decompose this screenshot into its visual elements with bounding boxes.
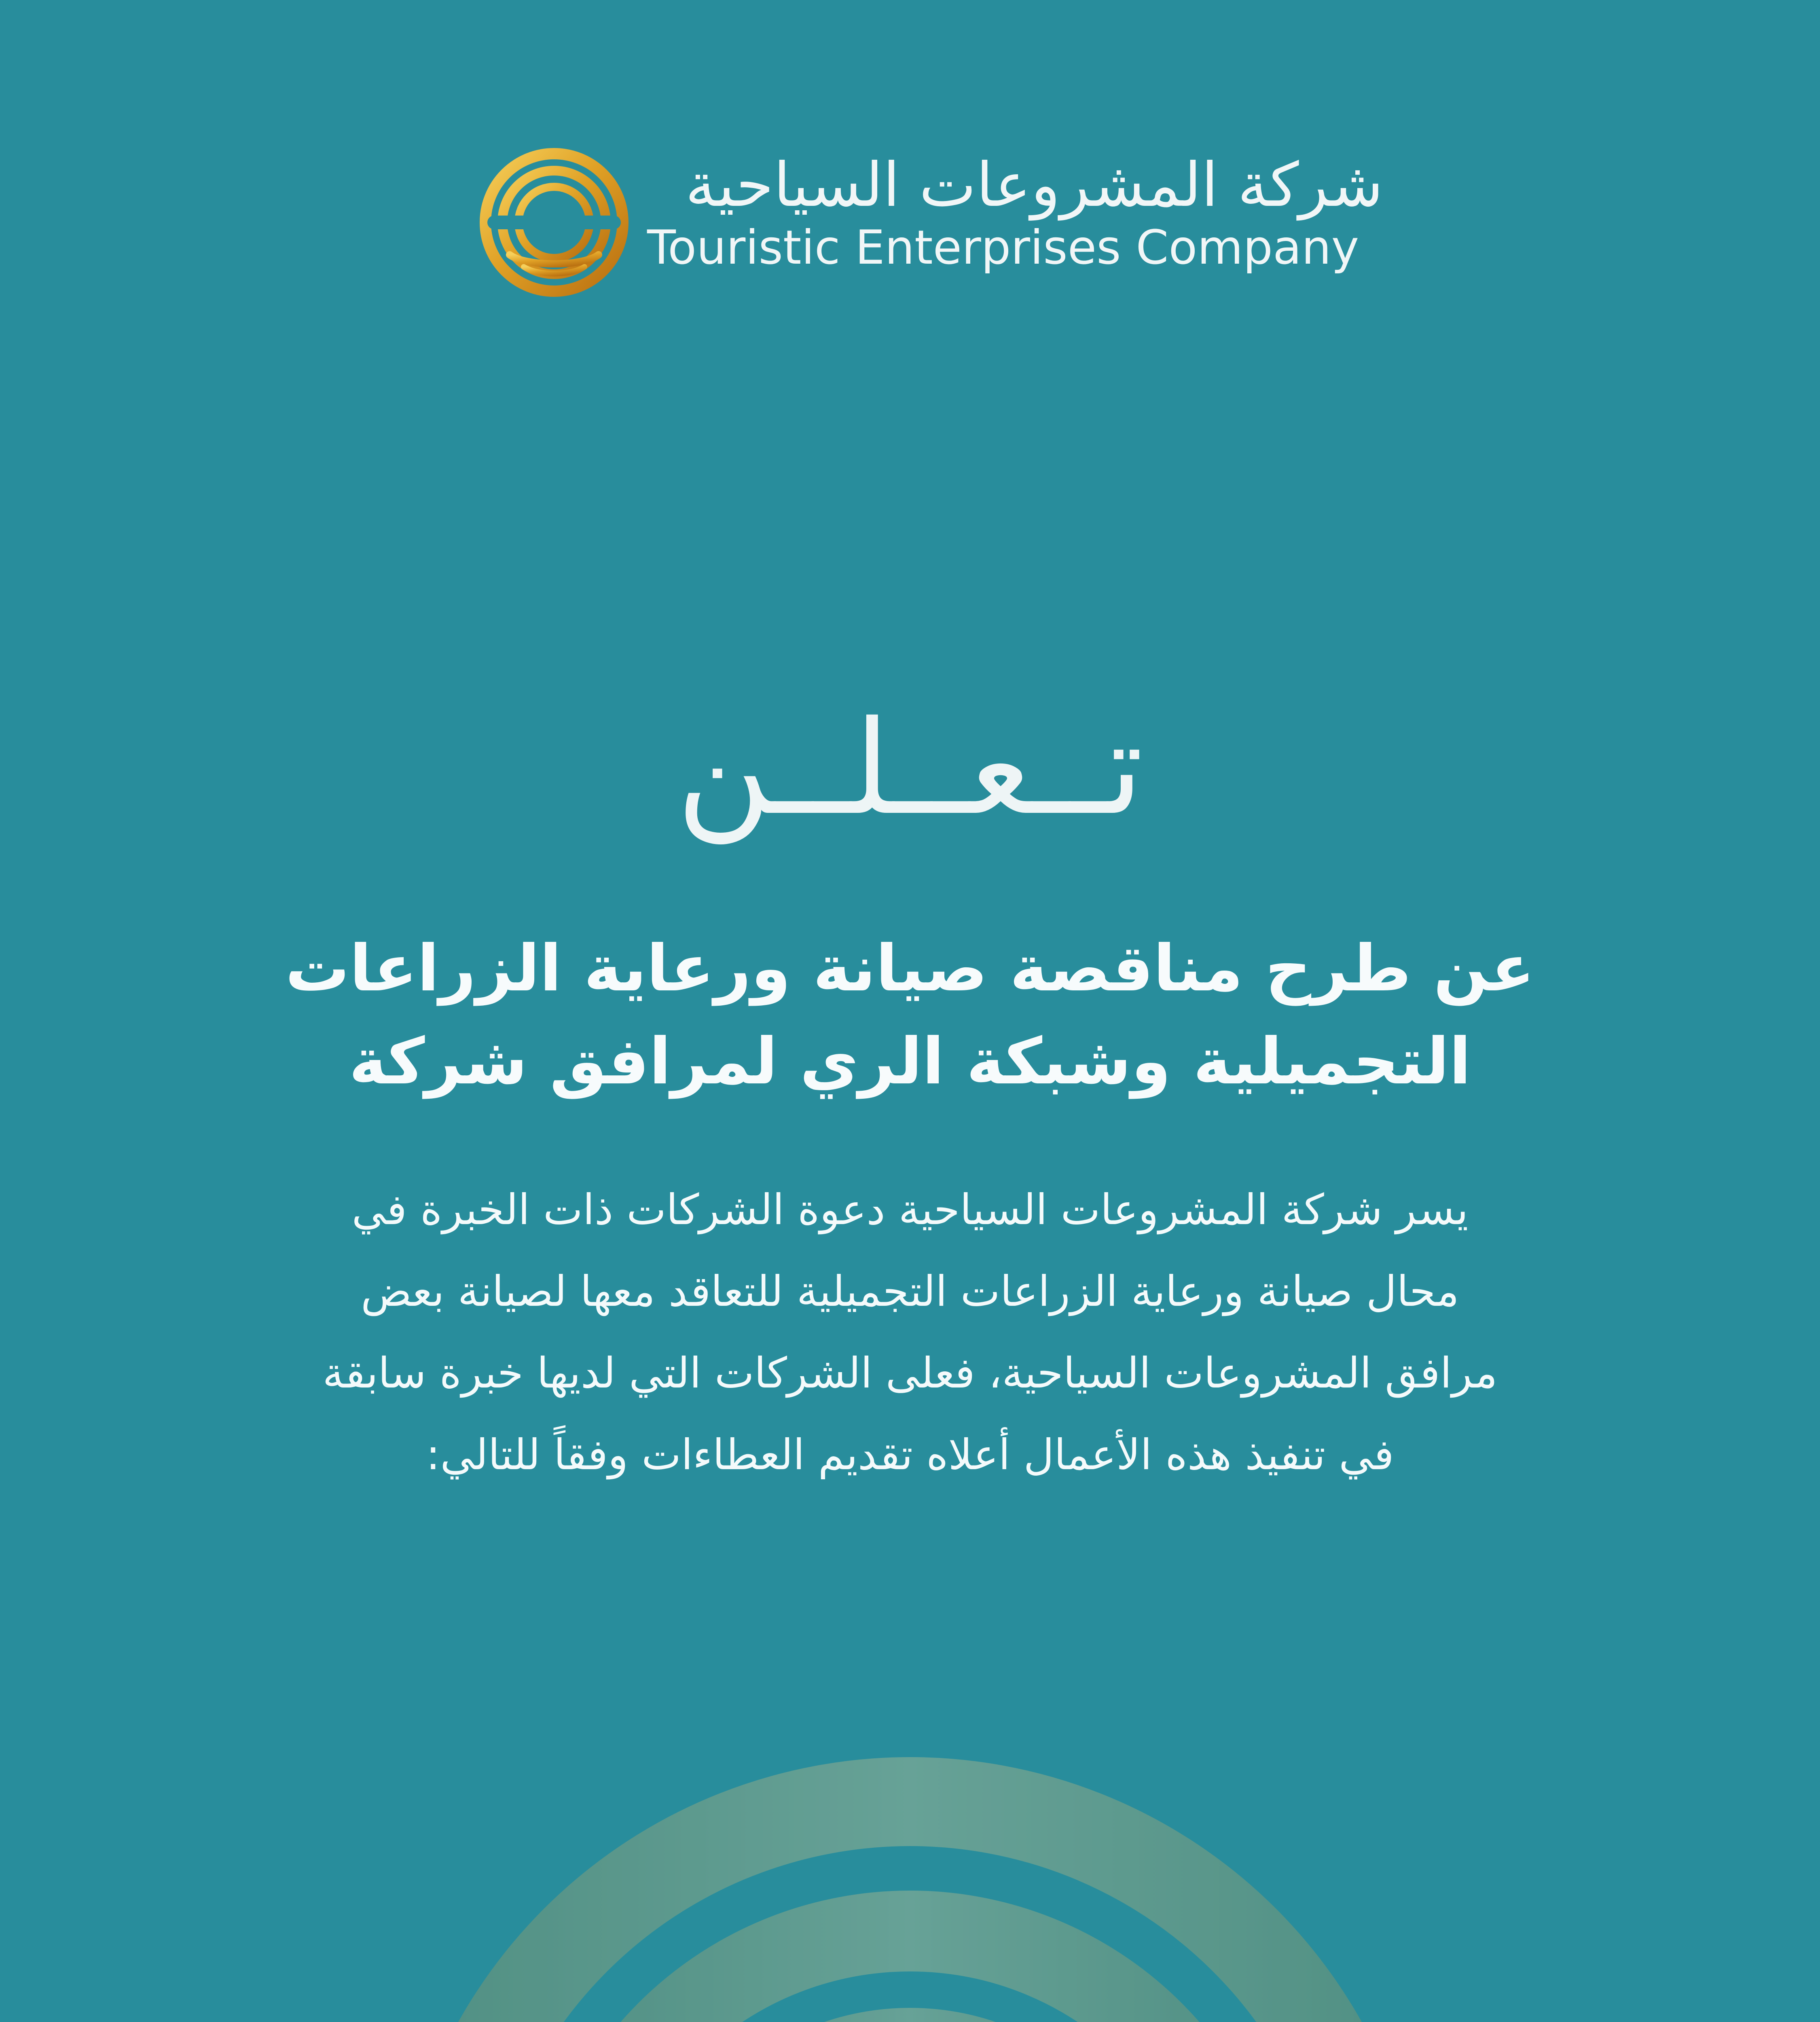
description-line-4: في تنفيذ هذه الأعمال أعلاه تقديم العطاءات وفقاً للتالي: — [426, 1430, 1394, 1479]
description-line-3: مرافق المشروعات السياحية، فعلى الشركات التي لديها خبرة سابقة — [322, 1348, 1498, 1398]
tender-description — [210, 1169, 1610, 1495]
arch-middle — [566, 1931, 1254, 2022]
logo-arabic-name: شركة المشروعات السياحية — [685, 150, 1383, 220]
arch-outer — [437, 1802, 1383, 2022]
logo-english-name: Touristic Enterprises Company — [647, 220, 1359, 275]
logo-text — [647, 149, 1383, 294]
description-line-1: يسر شركة المشروعات السياحية دعوة الشركات ذات الخبرة في — [351, 1185, 1469, 1234]
tender-title-line-1: عن طرح مناقصة صيانة ورعاية الزراعات — [285, 931, 1535, 1006]
tender-title-line-2: التجميلية وشبكة الري لمرافق شركة — [349, 1024, 1471, 1099]
company-logo — [477, 146, 1383, 299]
announcement-heading: تــعــلــن — [676, 693, 1144, 844]
description-line-2: محال صيانة ورعاية الزراعات التجميلية للتعاقد معها لصيانة بعض — [361, 1267, 1459, 1316]
tender-title — [251, 922, 1569, 1108]
touristic-enterprises-logo-mark — [477, 146, 631, 299]
